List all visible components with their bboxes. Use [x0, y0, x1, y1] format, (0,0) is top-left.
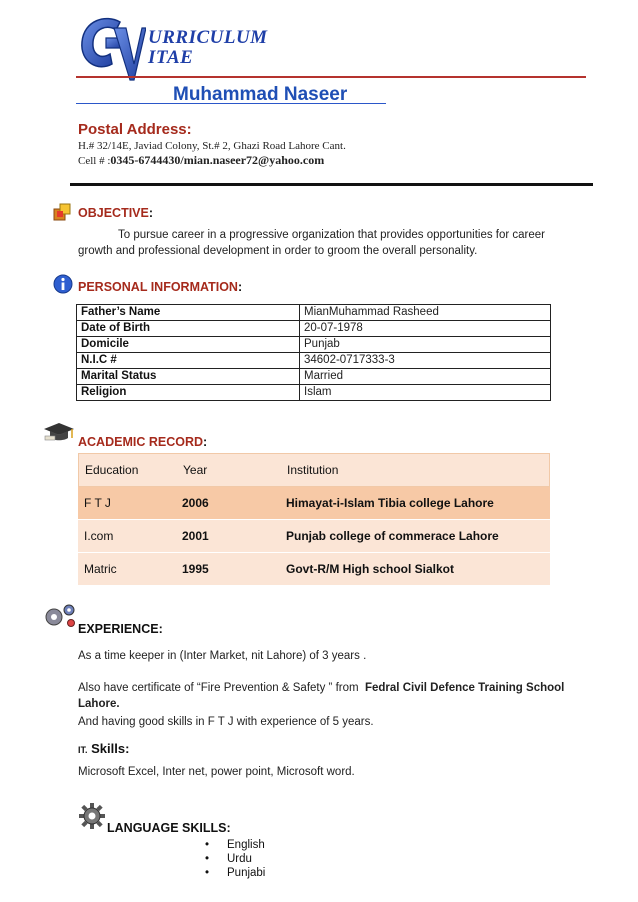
logo-line-1: URRICULUM [148, 27, 268, 48]
contact-line [78, 153, 324, 168]
gear-icon [78, 802, 106, 830]
table-row: Matric 1995 Govt-R/M High school Sialkot [78, 553, 550, 586]
cell-prefix: Cell # : [78, 155, 111, 167]
header-divider [76, 76, 586, 78]
section-divider [70, 183, 593, 186]
table-row: Domicile Punjab [77, 337, 551, 353]
column-header: Institution [287, 463, 339, 477]
experience-title: EXPERIENCE: [78, 622, 163, 636]
table-row: Religion Islam [77, 385, 551, 401]
logo-line-2: ITAE [148, 47, 194, 68]
cv-logo-icon [76, 14, 146, 82]
logo-text [148, 28, 268, 68]
personal-info-table [76, 304, 551, 401]
info-icon [53, 274, 73, 294]
candidate-name: Muhammad Naseer [173, 84, 348, 105]
objective-title: OBJECTIVE: [78, 206, 154, 220]
academic-table [78, 453, 550, 586]
skills-title: IT. Skills: [78, 741, 130, 756]
postal-address: H.# 32/14E, Javiad Colony, St.# 2, Ghazi Road Lahore Cant. [78, 140, 346, 152]
table-row: Father’s Name MianMuhammad Rasheed [77, 305, 551, 321]
cell-value: 0345-6744430/mian.naseer72@yahoo.com [110, 153, 325, 167]
language-list [205, 838, 265, 880]
list-item: • Urdu [205, 852, 265, 866]
experience-line-2: Also have certificate of “Fire Prevention & Safety ” from Fedral Civil Defence Training School Lahore. [78, 682, 565, 710]
table-header-row [78, 453, 550, 487]
table-row: N.I.C # 34602-0717333-3 [77, 353, 551, 369]
cube-icon [52, 202, 72, 222]
list-item: • Punjabi [205, 866, 265, 880]
gears-icon [42, 601, 78, 631]
column-header: Year [183, 463, 208, 477]
academic-title: ACADEMIC RECORD: [78, 435, 208, 449]
personal-info-title: PERSONAL INFORMATION: [78, 280, 243, 294]
table-row: I.com 2001 Punjab college of commerace Lahore [78, 520, 550, 553]
language-skills-title: LANGUAGE SKILLS: [107, 821, 231, 835]
experience-line-1: As a time keeper in (Inter Market, nit Lahore) of 3 years . [78, 650, 367, 662]
skills-text: Microsoft Excel, Inter net, power point, Microsoft word. [78, 766, 355, 778]
list-item: • English [205, 838, 265, 852]
table-row: F T J 2006 Himayat-i-Islam Tibia college Lahore [78, 487, 550, 520]
table-row: Marital Status Married [77, 369, 551, 385]
graduation-cap-icon [42, 421, 76, 443]
objective-text: To pursue career in a progressive organization that provides opportunities for career growth and professional development in order to groom the overall personality. [78, 229, 546, 257]
experience-line-3: And having good skills in F T J with experience of 5 years. [78, 716, 374, 728]
postal-address-label: Postal Address: [78, 121, 192, 138]
table-row: Date of Birth 20-07-1978 [77, 321, 551, 337]
column-header: Education [85, 463, 139, 477]
